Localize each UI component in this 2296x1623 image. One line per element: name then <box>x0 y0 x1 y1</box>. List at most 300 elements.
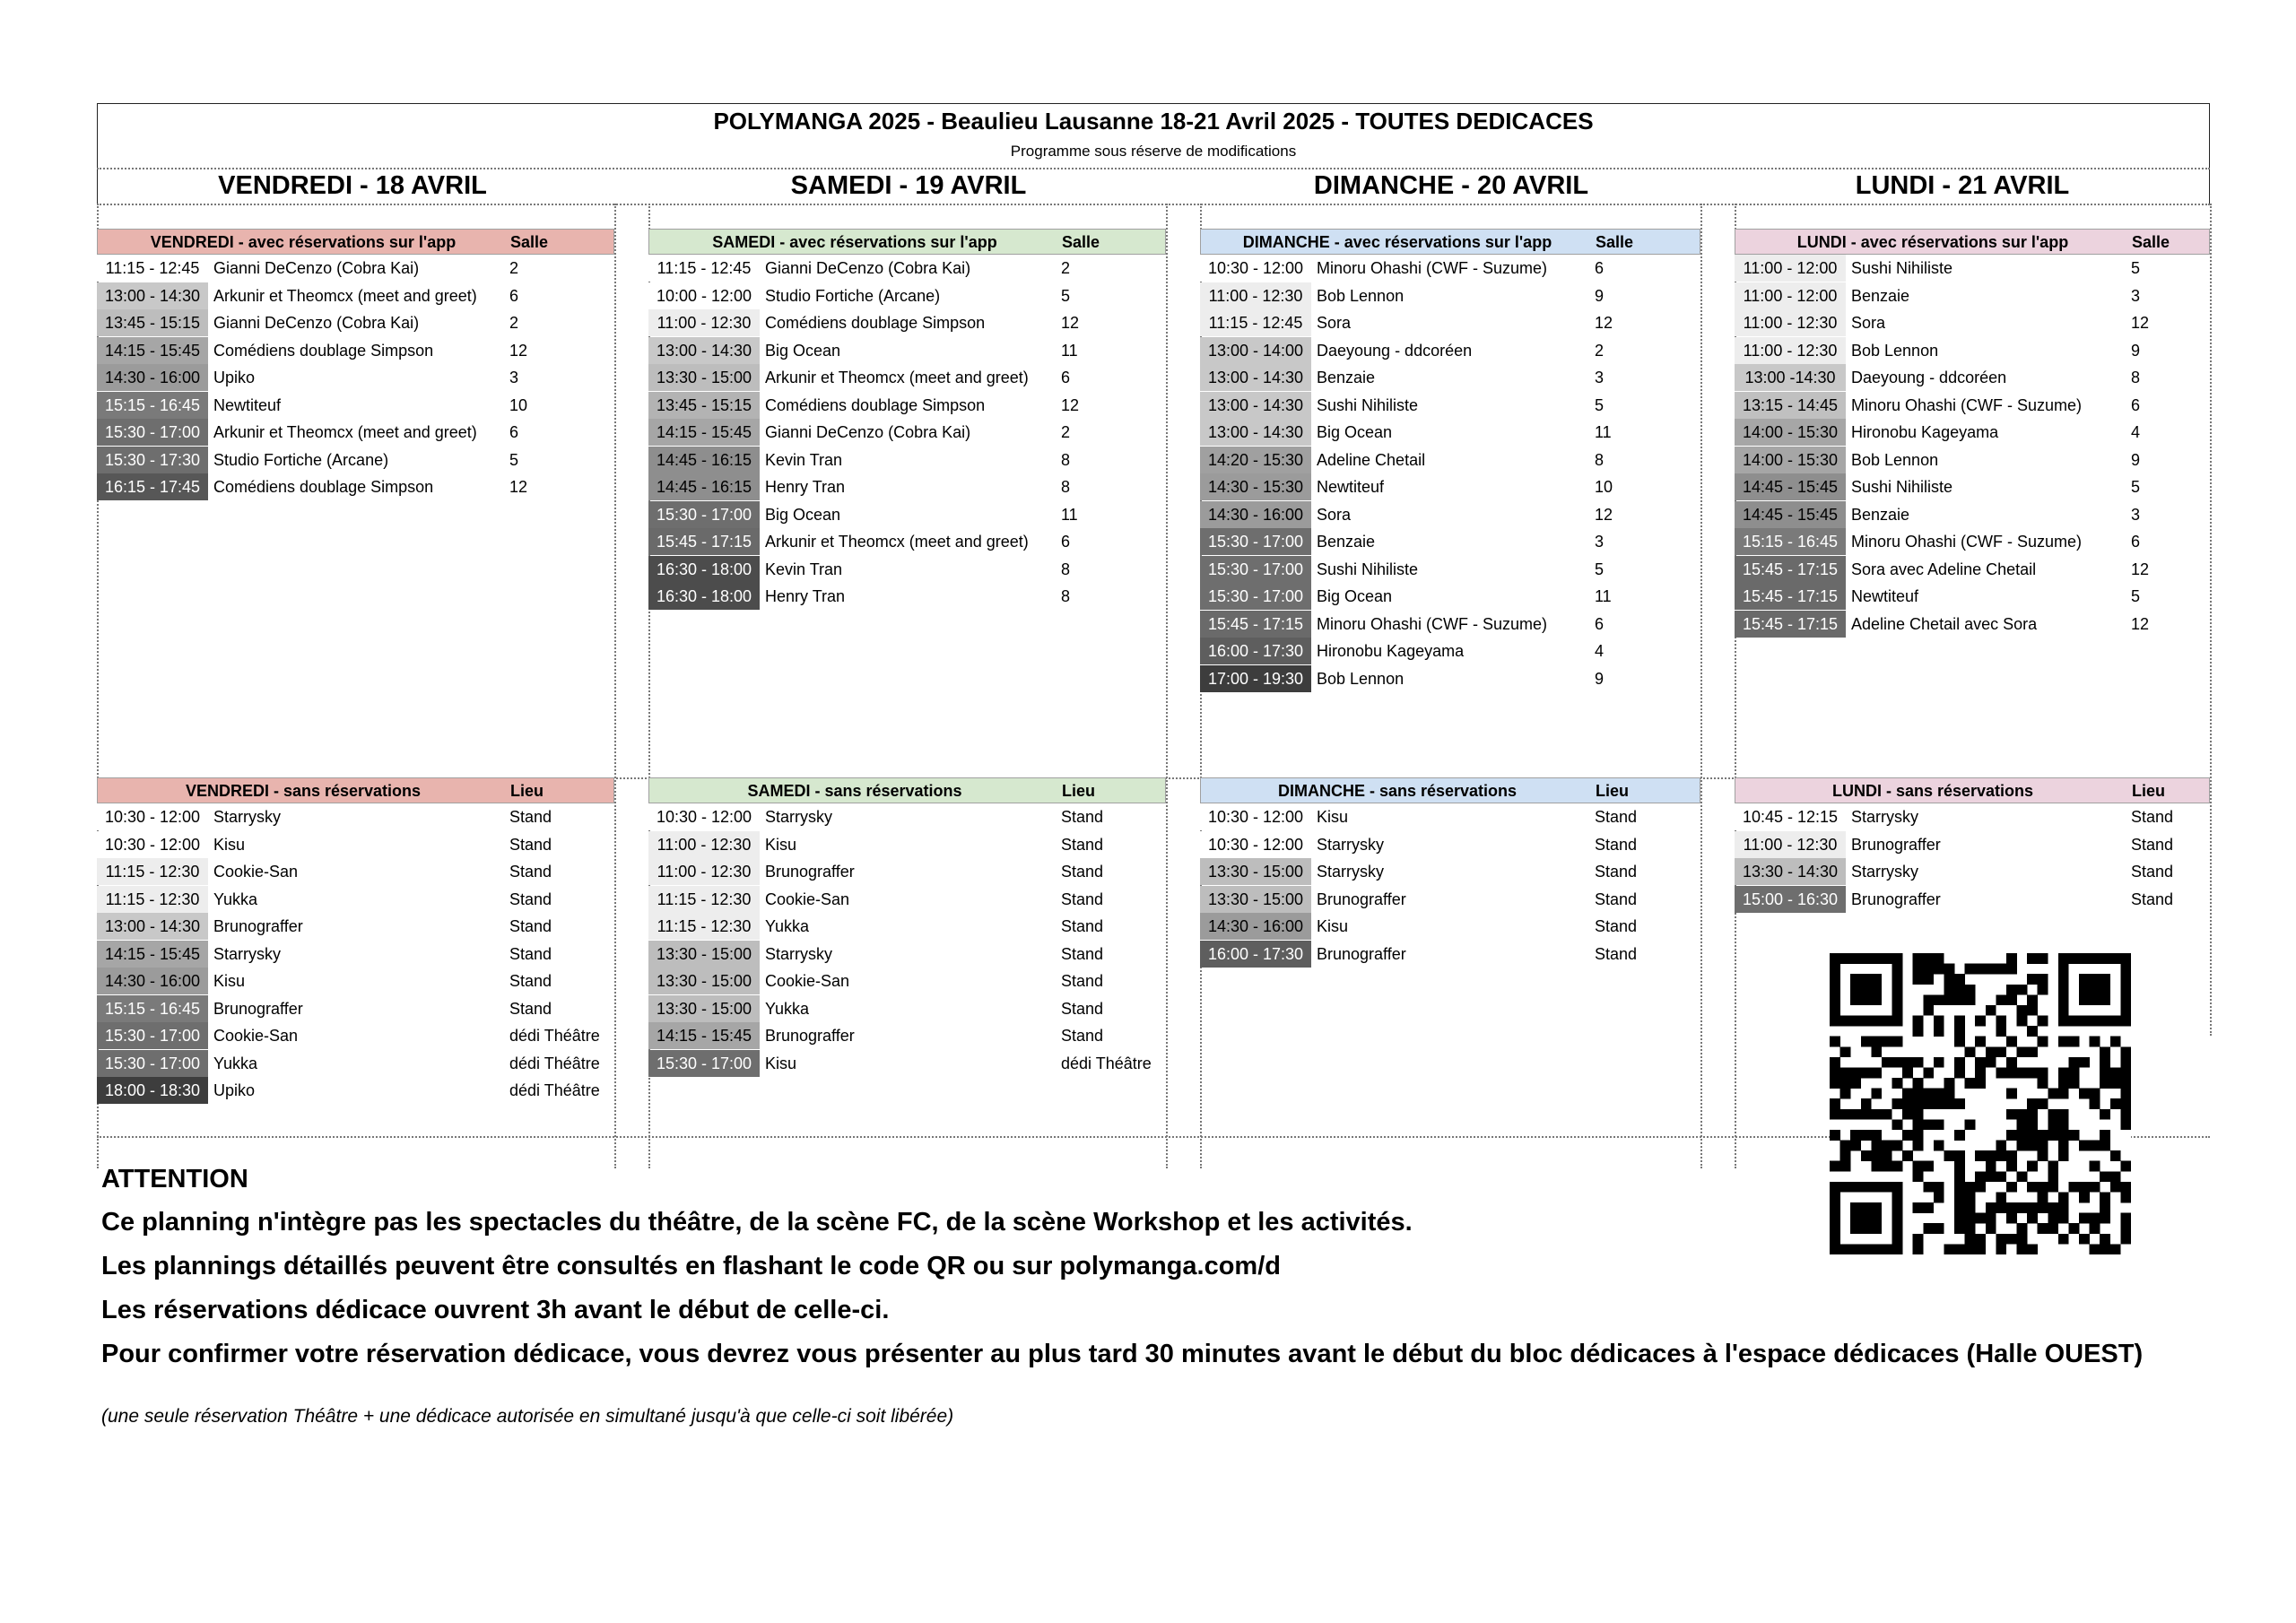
guest-name: Cookie-San <box>765 890 850 908</box>
block-title: LUNDI - avec réservations sur l'app <box>1796 233 2069 251</box>
schedule-row <box>97 941 614 968</box>
time-slot: 11:00 - 12:30 <box>648 309 760 336</box>
time-slot: 13:30 - 15:00 <box>648 995 760 1022</box>
note-line: Les réservations dédicace ouvrent 3h avant le début de celle-ci. <box>101 1296 890 1324</box>
schedule-row <box>97 255 614 282</box>
room-value: Stand <box>509 890 552 908</box>
block-header <box>1200 777 1700 803</box>
room-value: 5 <box>2131 478 2141 496</box>
guest-name: Henry Tran <box>765 587 846 605</box>
time-slot: 16:00 - 17:30 <box>1200 638 1311 664</box>
time-slot: 13:00 - 14:30 <box>97 913 208 940</box>
schedule-row <box>97 968 614 994</box>
schedule-row <box>648 556 1166 583</box>
schedule-row <box>648 337 1166 364</box>
room-value: 3 <box>509 369 519 386</box>
schedule-row <box>1200 941 1700 968</box>
room-value: 5 <box>1061 286 1071 305</box>
guest-name: Kisu <box>1317 917 1349 935</box>
guest-name: Adeline Chetail avec Sora <box>1851 614 2038 633</box>
time-slot: 14:15 - 15:45 <box>97 337 208 364</box>
room-value: 12 <box>2131 314 2150 332</box>
block-title: VENDREDI - avec réservations sur l'app <box>150 233 457 251</box>
time-slot: 16:00 - 17:30 <box>1200 941 1311 968</box>
time-slot: 13:15 - 14:45 <box>1735 392 1846 419</box>
time-slot: 11:15 - 12:45 <box>1200 309 1311 336</box>
room-value: Stand <box>1061 808 1104 826</box>
time-slot: 10:30 - 12:00 <box>648 803 760 830</box>
schedule-row <box>648 941 1166 968</box>
room-value: Stand <box>1061 917 1104 935</box>
footnote: (une seule réservation Théâtre + une dédicace autorisée en simultané jusqu'à que celle-ci soit libérée) <box>101 1406 954 1427</box>
room-value: 3 <box>1595 533 1605 551</box>
schedule-row <box>97 858 614 885</box>
room-value: 12 <box>2131 560 2150 578</box>
column-header: Lieu <box>2132 782 2166 800</box>
column-header: Lieu <box>510 782 544 800</box>
time-slot: 13:45 - 15:15 <box>648 392 760 419</box>
room-value: Stand <box>1061 999 1104 1018</box>
time-slot: 14:30 - 16:00 <box>97 364 208 391</box>
time-slot: 11:00 - 12:30 <box>1735 831 1846 858</box>
room-value: Stand <box>1595 944 1638 963</box>
room-value: 10 <box>509 395 528 414</box>
guest-name: Gianni DeCenzo (Cobra Kai) <box>213 259 420 277</box>
guest-name: Newtiteuf <box>1851 587 1919 605</box>
guest-name: Upiko <box>213 1081 256 1099</box>
note-line: Les plannings détaillés peuvent être consultés en flashant le code QR ou sur polymanga.com/d <box>101 1252 1281 1280</box>
time-slot: 14:30 - 16:00 <box>1200 913 1311 940</box>
guest-name: Upiko <box>213 369 256 386</box>
guest-name: Henry Tran <box>765 478 846 496</box>
guest-name: Arkunir et Theomcx (meet and greet) <box>765 369 1029 386</box>
guest-name: Gianni DeCenzo (Cobra Kai) <box>765 259 971 277</box>
room-value: 12 <box>2131 614 2150 633</box>
schedule-row <box>97 886 614 913</box>
guest-name: Kisu <box>213 972 246 990</box>
schedule-row <box>97 419 614 446</box>
time-slot: 15:30 - 17:00 <box>1200 528 1311 555</box>
time-slot: 15:30 - 17:00 <box>97 1050 208 1077</box>
room-value: Stand <box>2131 890 2174 908</box>
schedule-row <box>1735 473 2210 500</box>
guest-name: Newtiteuf <box>213 395 282 414</box>
room-value: 10 <box>1595 478 1613 496</box>
schedule-row <box>648 995 1166 1022</box>
schedule-row <box>1735 419 2210 446</box>
room-value: Stand <box>1061 944 1104 963</box>
schedule-row <box>1735 556 2210 583</box>
schedule-row <box>1735 501 2210 528</box>
time-slot: 11:15 - 12:30 <box>97 886 208 913</box>
room-value: dédi Théâtre <box>1061 1054 1152 1072</box>
guest-name: Starrysky <box>1851 808 1919 826</box>
guest-name: Brunograffer <box>1317 890 1406 908</box>
time-slot: 14:30 - 16:00 <box>97 968 208 994</box>
time-slot: 14:00 - 15:30 <box>1735 419 1846 446</box>
guest-name: Gianni DeCenzo (Cobra Kai) <box>765 423 971 441</box>
room-value: Stand <box>1595 890 1638 908</box>
schedule-row <box>1200 282 1700 309</box>
room-value: Stand <box>1061 835 1104 854</box>
room-value: 9 <box>1595 286 1605 305</box>
time-slot: 13:45 - 15:15 <box>97 309 208 336</box>
time-slot: 11:15 - 12:30 <box>648 913 760 940</box>
guest-name: Brunograffer <box>213 999 303 1018</box>
guest-name: Kisu <box>765 835 797 854</box>
schedule-row <box>648 528 1166 555</box>
room-value: Stand <box>1061 1027 1104 1045</box>
room-value: Stand <box>1595 835 1638 854</box>
guest-name: Yukka <box>765 917 810 935</box>
schedule-row <box>1735 886 2210 913</box>
time-slot: 16:30 - 18:00 <box>648 556 760 583</box>
schedule-row <box>1200 309 1700 336</box>
time-slot: 18:00 - 18:30 <box>97 1077 208 1104</box>
guest-name: Benzaie <box>1317 533 1376 551</box>
time-slot: 13:00 - 14:30 <box>1200 419 1311 446</box>
column-divider <box>1166 204 1168 1168</box>
guest-name: Daeyoung - ddcoréen <box>1851 369 2007 386</box>
time-slot: 14:00 - 15:30 <box>1735 447 1846 473</box>
time-slot: 15:15 - 16:45 <box>1735 528 1846 555</box>
schedule-row <box>1735 583 2210 610</box>
room-value: dédi Théâtre <box>509 1081 600 1099</box>
schedule-row <box>648 1050 1166 1077</box>
time-slot: 15:45 - 17:15 <box>1735 556 1846 583</box>
time-slot: 10:30 - 12:00 <box>1200 831 1311 858</box>
schedule-row <box>648 282 1166 309</box>
room-value: 6 <box>2131 395 2141 414</box>
room-value: Stand <box>509 835 552 854</box>
room-value: dédi Théâtre <box>509 1027 600 1045</box>
time-slot: 13:30 - 15:00 <box>648 968 760 994</box>
time-slot: 15:00 - 16:30 <box>1735 886 1846 913</box>
column-header: Lieu <box>1596 782 1630 800</box>
schedule-row <box>648 858 1166 885</box>
guest-name: Starrysky <box>765 944 833 963</box>
guest-name: Yukka <box>213 890 258 908</box>
schedule-row <box>648 1022 1166 1049</box>
guest-name: Adeline Chetail <box>1317 450 1426 469</box>
time-slot: 13:00 - 14:30 <box>1200 364 1311 391</box>
schedule-row <box>648 447 1166 473</box>
room-value: Stand <box>1595 917 1638 935</box>
day-title: LUNDI - 21 AVRIL <box>1855 171 2070 200</box>
guest-name: Brunograffer <box>765 863 855 881</box>
schedule-row <box>97 364 614 391</box>
time-slot: 15:30 - 17:00 <box>1200 583 1311 610</box>
guest-name: Starrysky <box>1851 863 1919 881</box>
room-value: 5 <box>1595 395 1605 414</box>
room-value: 6 <box>1061 369 1071 386</box>
guest-name: Arkunir et Theomcx (meet and greet) <box>213 423 477 441</box>
schedule-row <box>648 831 1166 858</box>
room-value: 2 <box>509 259 519 277</box>
room-value: Stand <box>1061 890 1104 908</box>
room-value: 6 <box>1595 614 1605 633</box>
time-slot: 11:00 - 12:30 <box>648 858 760 885</box>
schedule-row <box>648 419 1166 446</box>
schedule-row <box>1200 913 1700 940</box>
schedule-row <box>1200 831 1700 858</box>
block-header <box>648 777 1166 803</box>
room-value: 9 <box>2131 341 2141 360</box>
schedule-row <box>1735 528 2210 555</box>
time-slot: 10:30 - 12:00 <box>97 831 208 858</box>
schedule-row <box>97 995 614 1022</box>
guest-name: Studio Fortiche (Arcane) <box>213 450 389 469</box>
guest-name: Starrysky <box>1317 863 1385 881</box>
schedule-row <box>97 392 614 419</box>
schedule-row <box>97 1077 614 1104</box>
schedule-row <box>1200 665 1700 692</box>
schedule-row <box>648 364 1166 391</box>
guest-name: Bob Lennon <box>1851 341 1939 360</box>
schedule-row <box>1200 556 1700 583</box>
time-slot: 10:00 - 12:00 <box>648 282 760 309</box>
guest-name: Benzaie <box>1851 505 1910 524</box>
room-value: 6 <box>509 423 519 441</box>
guest-name: Benzaie <box>1317 369 1376 386</box>
guest-name: Big Ocean <box>1317 423 1393 441</box>
schedule-row <box>648 583 1166 610</box>
time-slot: 13:30 - 15:00 <box>648 941 760 968</box>
time-slot: 13:30 - 15:00 <box>1200 886 1311 913</box>
schedule-row <box>648 501 1166 528</box>
schedule-row <box>1735 447 2210 473</box>
room-value: 3 <box>2131 505 2141 524</box>
time-slot: 13:00 - 14:30 <box>648 337 760 364</box>
guest-name: Comédiens doublage Simpson <box>765 314 986 332</box>
guest-name: Kevin Tran <box>765 560 843 578</box>
room-value: 3 <box>2131 286 2141 305</box>
time-slot: 14:20 - 15:30 <box>1200 447 1311 473</box>
column-header: Salle <box>1062 233 1100 251</box>
schedule-row <box>1735 392 2210 419</box>
column-header: Salle <box>510 233 549 251</box>
guest-name: Studio Fortiche (Arcane) <box>765 286 941 305</box>
time-slot: 10:45 - 12:15 <box>1735 803 1846 830</box>
room-value: Stand <box>509 944 552 963</box>
time-slot: 14:45 - 16:15 <box>648 447 760 473</box>
time-slot: 13:00 - 14:00 <box>1200 337 1311 364</box>
block-title: VENDREDI - sans réservations <box>185 782 422 800</box>
schedule-row <box>1200 337 1700 364</box>
guest-name: Big Ocean <box>765 341 841 360</box>
room-value: 11 <box>1061 341 1078 360</box>
column-header: Salle <box>2132 233 2170 251</box>
schedule-row <box>97 831 614 858</box>
schedule-row <box>97 473 614 500</box>
room-value: 12 <box>1595 505 1613 524</box>
room-value: 8 <box>2131 369 2141 386</box>
time-slot: 15:45 - 17:15 <box>1735 611 1846 638</box>
time-slot: 11:15 - 12:30 <box>97 858 208 885</box>
note-line: Pour confirmer votre réservation dédicace, vous devrez vous présenter au plus tard 30 minutes avant le début du bloc dédicaces à l'espace dédicaces (Halle OUEST) <box>101 1340 2144 1368</box>
guest-name: Sora <box>1317 314 1352 332</box>
guest-name: Yukka <box>765 999 810 1018</box>
time-slot: 10:30 - 12:00 <box>1200 255 1311 282</box>
room-value: 5 <box>1595 560 1605 578</box>
guest-name: Cookie-San <box>765 972 850 990</box>
guest-name: Comédiens doublage Simpson <box>213 478 434 496</box>
room-value: 8 <box>1061 478 1071 496</box>
room-value: 11 <box>1061 505 1078 524</box>
room-value: Stand <box>2131 835 2174 854</box>
room-value: dédi Théâtre <box>509 1054 600 1072</box>
room-value: 2 <box>509 314 519 332</box>
block-title: LUNDI - sans réservations <box>1831 782 2034 800</box>
guest-name: Comédiens doublage Simpson <box>213 341 434 360</box>
guest-name: Big Ocean <box>1317 587 1393 605</box>
room-value: 8 <box>1061 560 1071 578</box>
guest-name: Hironobu Kageyama <box>1317 642 1465 660</box>
room-value: 3 <box>1595 369 1605 386</box>
day-title: SAMEDI - 19 AVRIL <box>790 171 1027 200</box>
room-value: 2 <box>1595 341 1605 360</box>
block-header <box>1200 229 1700 255</box>
time-slot: 15:30 - 17:00 <box>1200 556 1311 583</box>
time-slot: 16:30 - 18:00 <box>648 583 760 610</box>
guest-name: Benzaie <box>1851 286 1910 305</box>
column-divider <box>1700 204 1702 1168</box>
guest-name: Minoru Ohashi (CWF - Suzume) <box>1317 259 1548 277</box>
schedule-row <box>648 392 1166 419</box>
room-value: 6 <box>1061 533 1071 551</box>
schedule-row <box>1735 611 2210 638</box>
room-value: 6 <box>509 286 519 305</box>
room-value: 4 <box>1595 642 1605 660</box>
block-title: DIMANCHE - sans réservations <box>1277 782 1518 800</box>
schedule-row <box>97 803 614 830</box>
block-title: SAMEDI - sans réservations <box>747 782 962 800</box>
guest-name: Sushi Nihiliste <box>1851 259 1953 277</box>
time-slot: 13:30 - 14:30 <box>1735 858 1846 885</box>
guest-name: Brunograffer <box>1851 835 1941 854</box>
day-title: VENDREDI - 18 AVRIL <box>218 171 487 200</box>
guest-name: Sora <box>1851 314 1886 332</box>
guest-name: Brunograffer <box>765 1027 855 1045</box>
time-slot: 10:30 - 12:00 <box>1200 803 1311 830</box>
guest-name: Sushi Nihiliste <box>1317 560 1419 578</box>
guest-name: Arkunir et Theomcx (meet and greet) <box>765 533 1029 551</box>
guest-name: Kisu <box>213 835 246 854</box>
time-slot: 14:15 - 15:45 <box>648 419 760 446</box>
room-value: 6 <box>2131 533 2141 551</box>
time-slot: 15:30 - 17:00 <box>648 501 760 528</box>
time-slot: 11:00 - 12:30 <box>1200 282 1311 309</box>
time-slot: 16:15 - 17:45 <box>97 473 208 500</box>
time-slot: 15:15 - 16:45 <box>97 392 208 419</box>
guest-name: Kisu <box>1317 808 1349 826</box>
room-value: Stand <box>2131 808 2174 826</box>
schedule-row <box>648 309 1166 336</box>
schedule-row <box>1200 364 1700 391</box>
time-slot: 13:30 - 15:00 <box>1200 858 1311 885</box>
guest-name: Newtiteuf <box>1317 478 1385 496</box>
time-slot: 13:00 -14:30 <box>1735 364 1846 391</box>
room-value: 2 <box>1061 259 1071 277</box>
time-slot: 15:45 - 17:15 <box>1735 583 1846 610</box>
room-value: Stand <box>509 972 552 990</box>
schedule-row <box>648 803 1166 830</box>
room-value: 12 <box>509 341 528 360</box>
room-value: 4 <box>2131 423 2141 441</box>
schedule-row <box>1735 309 2210 336</box>
time-slot: 11:00 - 12:00 <box>1735 282 1846 309</box>
time-slot: 14:15 - 15:45 <box>648 1022 760 1049</box>
schedule-row <box>97 1022 614 1049</box>
schedule-row <box>1735 364 2210 391</box>
guest-name: Bob Lennon <box>1317 669 1405 688</box>
page-title: POLYMANGA 2025 - Beaulieu Lausanne 18-21 Avril 2025 - TOUTES DEDICACES <box>713 108 1594 135</box>
room-value: Stand <box>509 917 552 935</box>
room-value: 12 <box>509 478 528 496</box>
column-divider <box>614 204 616 1168</box>
schedule-row <box>1200 473 1700 500</box>
guest-name: Sushi Nihiliste <box>1317 395 1419 414</box>
guest-name: Brunograffer <box>213 917 303 935</box>
time-slot: 15:30 - 17:30 <box>97 447 208 473</box>
room-value: 12 <box>1061 395 1080 414</box>
time-slot: 11:00 - 12:30 <box>648 831 760 858</box>
time-slot: 11:00 - 12:30 <box>1735 337 1846 364</box>
schedule-row <box>648 913 1166 940</box>
schedule-row <box>1735 255 2210 282</box>
guest-name: Gianni DeCenzo (Cobra Kai) <box>213 314 420 332</box>
note-attention: ATTENTION <box>101 1165 248 1193</box>
time-slot: 14:15 - 15:45 <box>97 941 208 968</box>
guest-name: Arkunir et Theomcx (meet and greet) <box>213 286 477 305</box>
schedule-row <box>1200 419 1700 446</box>
room-value: 9 <box>2131 450 2141 469</box>
guest-name: Minoru Ohashi (CWF - Suzume) <box>1317 614 1548 633</box>
guest-name: Starrysky <box>1317 835 1385 854</box>
time-slot: 14:45 - 16:15 <box>648 473 760 500</box>
schedule-row <box>1735 282 2210 309</box>
guest-name: Daeyoung - ddcoréen <box>1317 341 1473 360</box>
room-value: Stand <box>1595 863 1638 881</box>
qr-code-icon[interactable] <box>1830 953 2131 1254</box>
schedule-row <box>1735 337 2210 364</box>
column-header: Lieu <box>1062 782 1096 800</box>
page-subtitle: Programme sous réserve de modifications <box>1010 143 1297 160</box>
schedule-row <box>1200 886 1700 913</box>
room-value: Stand <box>1061 972 1104 990</box>
schedule-row <box>1200 858 1700 885</box>
schedule-row <box>648 886 1166 913</box>
schedule-row <box>648 968 1166 994</box>
time-slot: 15:30 - 17:00 <box>648 1050 760 1077</box>
note-line: Ce planning n'intègre pas les spectacles du théâtre, de la scène FC, de la scène Workshop et les activités. <box>101 1208 1413 1237</box>
schedule-row <box>1200 803 1700 830</box>
room-value: 12 <box>1061 314 1080 332</box>
schedule-row <box>1200 447 1700 473</box>
time-slot: 11:15 - 12:45 <box>97 255 208 282</box>
time-slot: 13:00 - 14:30 <box>1200 392 1311 419</box>
guest-name: Hironobu Kageyama <box>1851 423 1999 441</box>
time-slot: 13:00 - 14:30 <box>97 282 208 309</box>
guest-name: Sora <box>1317 505 1352 524</box>
time-slot: 14:45 - 15:45 <box>1735 501 1846 528</box>
room-value: Stand <box>1595 808 1638 826</box>
schedule-row <box>97 447 614 473</box>
room-value: 11 <box>1595 423 1612 441</box>
time-slot: 15:45 - 17:15 <box>648 528 760 555</box>
room-value: 8 <box>1595 450 1605 469</box>
room-value: Stand <box>1061 863 1104 881</box>
